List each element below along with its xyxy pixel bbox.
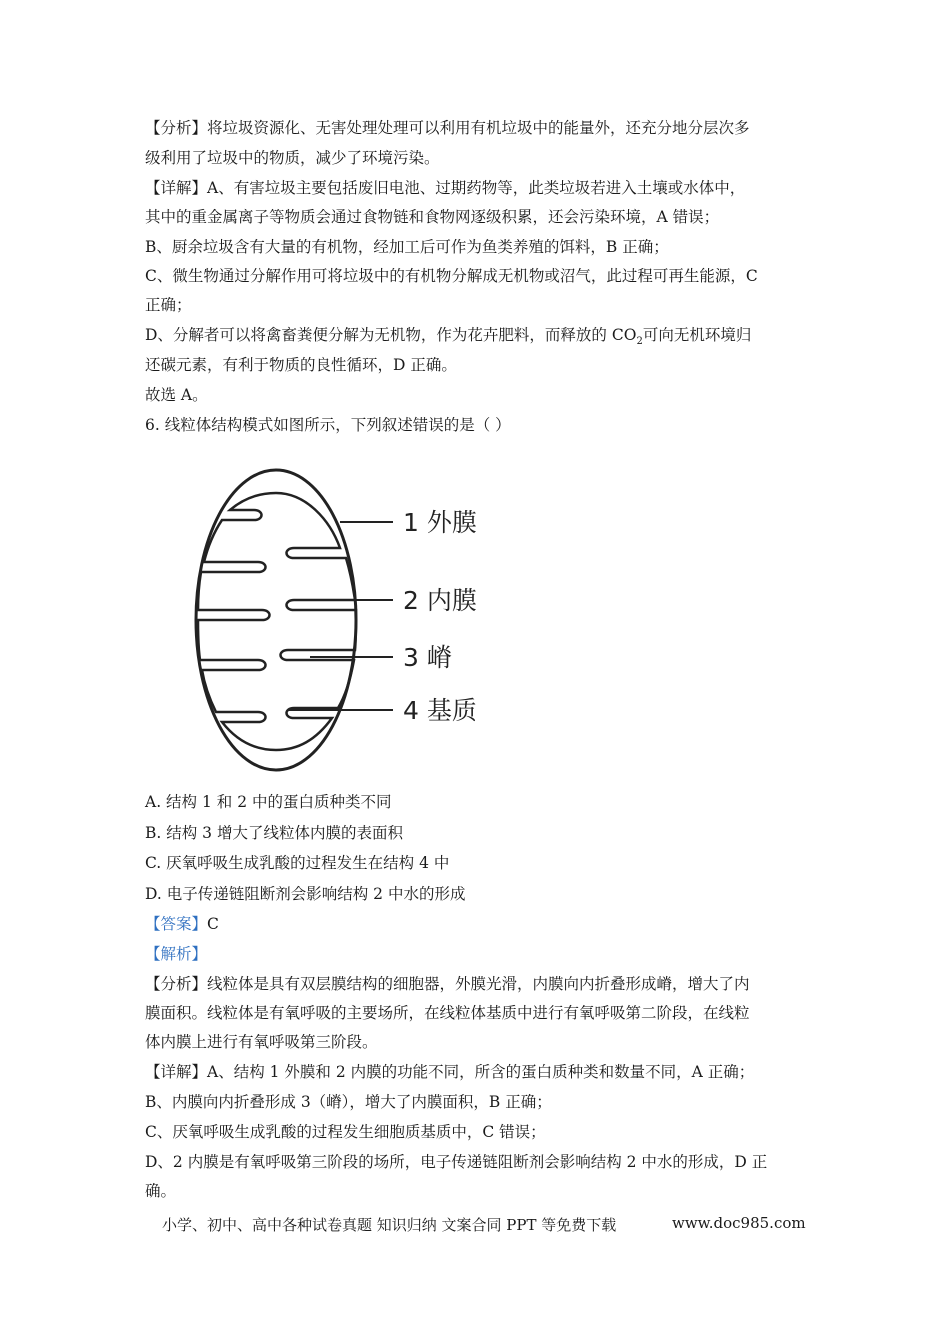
detail-line-7: 还碳元素，有利于物质的良性循环，D 正确。 bbox=[145, 356, 457, 374]
detail2-line-5: 确。 bbox=[145, 1182, 177, 1200]
figure-label-1: 1 外膜 bbox=[403, 508, 477, 537]
option-b: B. 结构 3 增大了线粒体内膜的表面积 bbox=[145, 824, 403, 842]
mitochondria-diagram bbox=[188, 460, 508, 780]
choose-answer: 故选 A。 bbox=[145, 386, 208, 404]
detail2-line-3: C、厌氧呼吸生成乳酸的过程发生细胞质基质中，C 错误； bbox=[145, 1123, 546, 1141]
detail-line-1: 【详解】A、有害垃圾主要包括废旧电池、过期药物等，此类垃圾若进入土壤或水体中， bbox=[145, 179, 746, 197]
analysis2-line-1: 【分析】线粒体是具有双层膜结构的细胞器，外膜光滑，内膜向内折叠形成嵴，增大了内 bbox=[145, 975, 750, 993]
footer-url[interactable]: www.doc985.com bbox=[672, 1214, 806, 1232]
footer-text: 小学、初中、高中各种试卷真题 知识归纳 文案合同 PPT 等免费下载 bbox=[162, 1216, 617, 1234]
answer-label: 【答案】 bbox=[145, 915, 208, 933]
option-a: A. 结构 1 和 2 中的蛋白质种类不同 bbox=[145, 793, 392, 811]
jiexi-label: 【解析】 bbox=[145, 945, 208, 963]
detail-line-2: 其中的重金属离子等物质会通过食物链和食物网逐级积累，还会污染环境，A 错误； bbox=[145, 208, 720, 226]
figure-label-4: 4 基质 bbox=[403, 696, 477, 725]
detail-line-5: 正确； bbox=[145, 296, 192, 314]
answer-line bbox=[145, 914, 219, 934]
detail-line-6-a: D、分解者可以将禽畜粪便分解为无机物，作为花卉肥料，而释放的 CO bbox=[145, 326, 637, 344]
analysis-line-2: 级利用了垃圾中的物质，减少了环境污染。 bbox=[145, 149, 440, 167]
option-d: D. 电子传递链阻断剂会影响结构 2 中水的形成 bbox=[145, 885, 466, 903]
detail-line-6-b: 可向无机环境归 bbox=[642, 326, 752, 344]
inner-membrane-shape bbox=[198, 493, 356, 750]
figure-label-3: 3 嵴 bbox=[403, 643, 452, 672]
answer-value: C bbox=[207, 915, 219, 933]
detail-line-4: C、微生物通过分解作用可将垃圾中的有机物分解成无机物或沼气，此过程可再生能源，C bbox=[145, 267, 758, 285]
question-stem: 6. 线粒体结构模式如图所示，下列叙述错误的是（ ） bbox=[145, 416, 511, 434]
option-c: C. 厌氧呼吸生成乳酸的过程发生在结构 4 中 bbox=[145, 854, 450, 872]
detail-line-6 bbox=[145, 325, 751, 352]
mitochondria-figure bbox=[188, 460, 508, 780]
figure-label-2: 2 内膜 bbox=[403, 586, 477, 615]
analysis2-line-2: 膜面积。线粒体是有氧呼吸的主要场所，在线粒体基质中进行有氧呼吸第二阶段，在线粒 bbox=[145, 1004, 750, 1022]
detail-line-3: B、厨余垃圾含有大量的有机物，经加工后可作为鱼类养殖的饵料，B 正确； bbox=[145, 238, 669, 256]
analysis2-line-3: 体内膜上进行有氧呼吸第三阶段。 bbox=[145, 1033, 378, 1051]
co2-subscript: 2 bbox=[636, 336, 643, 348]
detail2-line-4: D、2 内膜是有氧呼吸第三阶段的场所，电子传递链阻断剂会影响结构 2 中水的形成，D 正 bbox=[145, 1153, 768, 1171]
detail2-line-1: 【详解】A、结构 1 外膜和 2 内膜的功能不同，所含的蛋白质种类和数量不同，A 正确； bbox=[145, 1063, 755, 1081]
detail2-line-2: B、内膜向内折叠形成 3（嵴），增大了内膜面积，B 正确； bbox=[145, 1093, 552, 1111]
analysis-line-1: 【分析】将垃圾资源化、无害处理处理可以利用有机垃圾中的能量外，还充分地分层次多 bbox=[145, 119, 750, 137]
